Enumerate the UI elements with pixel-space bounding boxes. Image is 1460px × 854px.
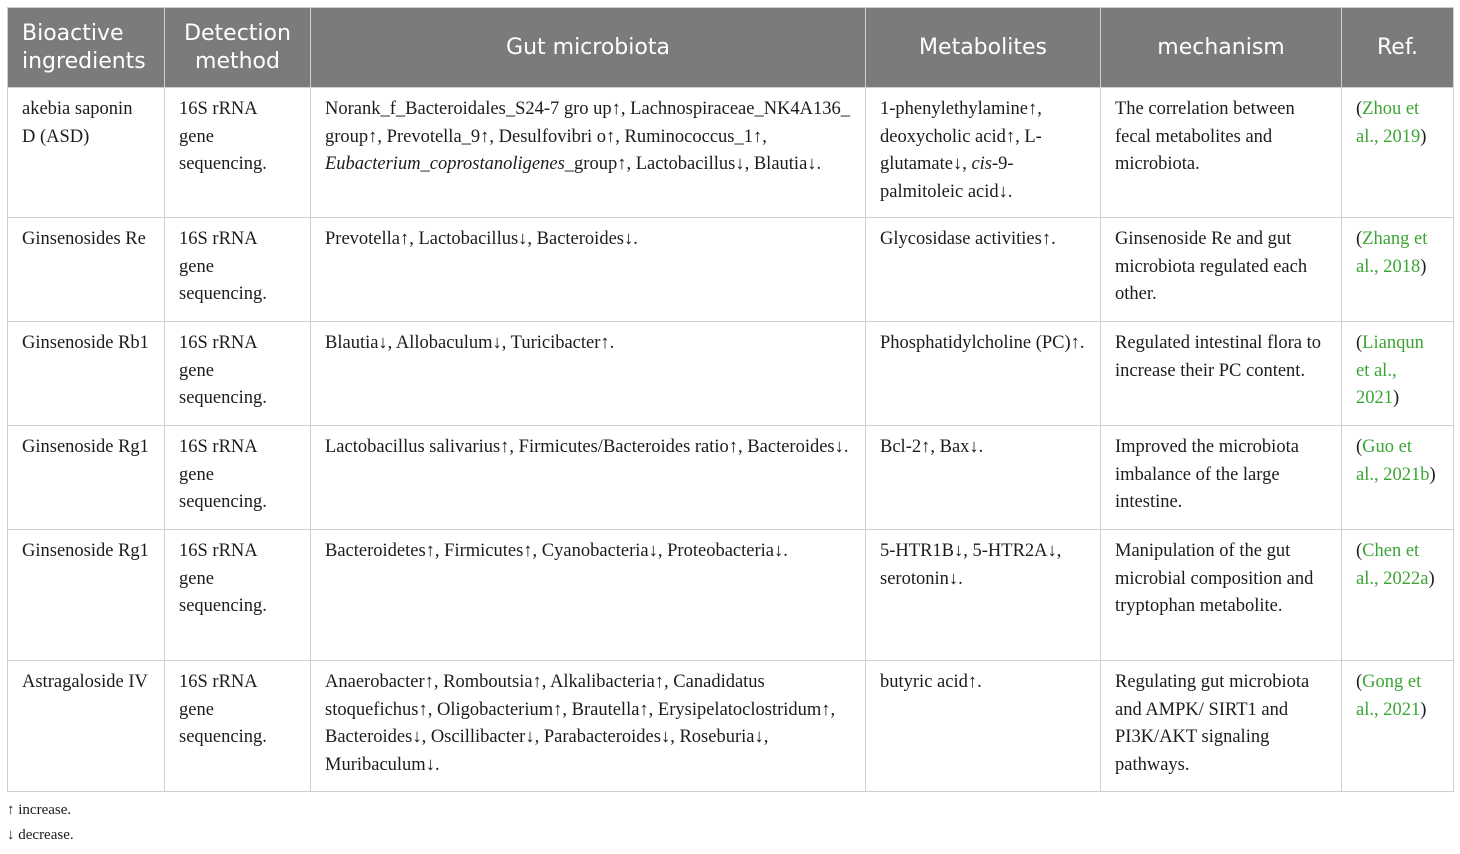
ref-open-paren: ( [1356, 229, 1363, 249]
header-metabolites: Metabolites [866, 8, 1101, 88]
microbiota-text: Norank_f_Bacteroidales_S24-7 gro up↑, Lachnospiraceae_NK4A136_ group↑, Prevotella_9↑, Desulfovibri o↑, Ruminococcus_1↑, [325, 99, 851, 147]
ref-link[interactable]: Guo et al., 2021b [1356, 437, 1430, 485]
data-table [7, 7, 1454, 792]
cell-microbiota: Anaerobacter↑, Romboutsia↑, Alkalibacteria↑, Canadidatus stoquefichus↑, Oligobacterium↑, Brautella↑, Erysipelatoclostridum↑, Bacteroides↓, Oscillibacter↓, Parabacteroides↓, Roseburia↓, Muribaculum↓. [311, 661, 866, 792]
table-row [8, 322, 1454, 426]
ref-close-paren: ) [1428, 568, 1435, 589]
cell-mechanism: Regulated intestinal flora to increase their PC content. [1101, 322, 1342, 426]
table-row [8, 218, 1454, 322]
footnote-decrease: ↓ decrease. [7, 827, 74, 843]
header-mechanism: mechanism [1101, 8, 1342, 88]
cell-metabolites: Bcl-2↑, Bax↓. [866, 426, 1101, 530]
header-detection-method: Detection method [165, 8, 311, 88]
table-row [8, 661, 1454, 792]
cell-mechanism: Manipulation of the gut microbial composition and tryptophan metabolite. [1101, 530, 1342, 661]
microbiota-text-end: _group↑, Lactobacillus↓, Blautia↓. [564, 154, 822, 174]
cell-ingredient: Ginsenoside Rg1 [8, 426, 165, 530]
cell-ref [1342, 661, 1454, 792]
cell-mechanism: Regulating gut microbiota and AMPK/ SIRT1 and PI3K/AKT signaling pathways. [1101, 661, 1342, 792]
cell-microbiota: Lactobacillus salivarius↑, Firmicutes/Bacteroides ratio↑, Bacteroides↓. [311, 426, 866, 530]
ref-close-paren: ) [1420, 256, 1427, 277]
cell-microbiota: Bacteroidetes↑, Firmicutes↑, Cyanobacteria↓, Proteobacteria↓. [311, 530, 866, 661]
header-gut-microbiota: Gut microbiota [311, 8, 866, 88]
metabolites-text: 1-phenylethylamine↑, deoxycholic acid↑, L-glutamate↓, [880, 99, 1042, 174]
cell-method: 16S rRNA gene sequencing. [165, 218, 311, 322]
ref-open-paren: ( [1356, 99, 1363, 119]
cell-microbiota: Prevotella↑, Lactobacillus↓, Bacteroides↓. [311, 218, 866, 322]
ref-close-paren: ) [1393, 388, 1400, 408]
table-row [8, 426, 1454, 530]
cell-microbiota: Blautia↓, Allobaculum↓, Turicibacter↑. [311, 322, 866, 426]
cell-ingredient: Ginsenoside Rg1 [8, 530, 165, 661]
cell-method: 16S rRNA gene sequencing. [165, 530, 311, 661]
microbiota-italic-text: Eubacterium_coprostanoligenes [325, 154, 565, 174]
cell-mechanism: Ginsenoside Re and gut microbiota regulated each other. [1101, 218, 1342, 322]
metabolites-text-end: -9-palmitoleic acid↓. [880, 154, 1014, 202]
cell-metabolites: Glycosidase activities↑. [866, 218, 1101, 322]
cell-ref [1342, 218, 1454, 322]
ref-link[interactable]: Chen et al., 2022a [1356, 541, 1429, 589]
cell-ref [1342, 88, 1454, 218]
cell-method: 16S rRNA gene sequencing. [165, 88, 311, 218]
cell-metabolites: Phosphatidylcholine (PC)↑. [866, 322, 1101, 426]
ref-close-paren: ) [1429, 464, 1436, 485]
cell-metabolites: butyric acid↑. [866, 661, 1101, 792]
table-row [8, 88, 1454, 218]
header-bioactive-ingredients: Bioactive ingredients [8, 8, 165, 88]
cell-ingredient: Ginsenoside Rb1 [8, 322, 165, 426]
cell-ingredient: Astragaloside IV [8, 661, 165, 792]
header-ref: Ref. [1342, 8, 1454, 88]
cell-metabolites: 5-HTR1B↓, 5-HTR2A↓, serotonin↓. [866, 530, 1101, 661]
ref-close-paren: ) [1420, 699, 1427, 720]
ref-open-paren: ( [1356, 333, 1363, 353]
table-header-row [8, 8, 1454, 88]
ref-open-paren: ( [1356, 672, 1363, 692]
cell-method: 16S rRNA gene sequencing. [165, 661, 311, 792]
cell-method: 16S rRNA gene sequencing. [165, 322, 311, 426]
cell-ref [1342, 426, 1454, 530]
cell-mechanism: The correlation between fecal metabolites and microbiota. [1101, 88, 1342, 218]
footnote-increase: ↑ increase. [7, 802, 72, 818]
cell-mechanism: Improved the microbiota imbalance of the large intestine. [1101, 426, 1342, 530]
ref-link[interactable]: Zhang et al., 2018 [1356, 229, 1428, 277]
ref-close-paren: ) [1420, 126, 1427, 147]
ref-link[interactable]: Gong et al., 2021 [1356, 672, 1422, 720]
table-row [8, 530, 1454, 661]
ref-open-paren: ( [1356, 437, 1363, 457]
metabolites-italic-text: cis [971, 154, 993, 174]
ref-link[interactable]: Zhou et al., 2019 [1356, 99, 1421, 147]
cell-method: 16S rRNA gene sequencing. [165, 426, 311, 530]
cell-metabolites [866, 88, 1101, 218]
cell-ref [1342, 322, 1454, 426]
cell-microbiota [311, 88, 866, 218]
ref-link[interactable]: Lianqun et al., 2021 [1356, 333, 1424, 408]
cell-ingredient: Ginsenosides Re [8, 218, 165, 322]
cell-ref [1342, 530, 1454, 661]
cell-ingredient: akebia saponin D (ASD) [8, 88, 165, 218]
ref-open-paren: ( [1356, 541, 1363, 561]
